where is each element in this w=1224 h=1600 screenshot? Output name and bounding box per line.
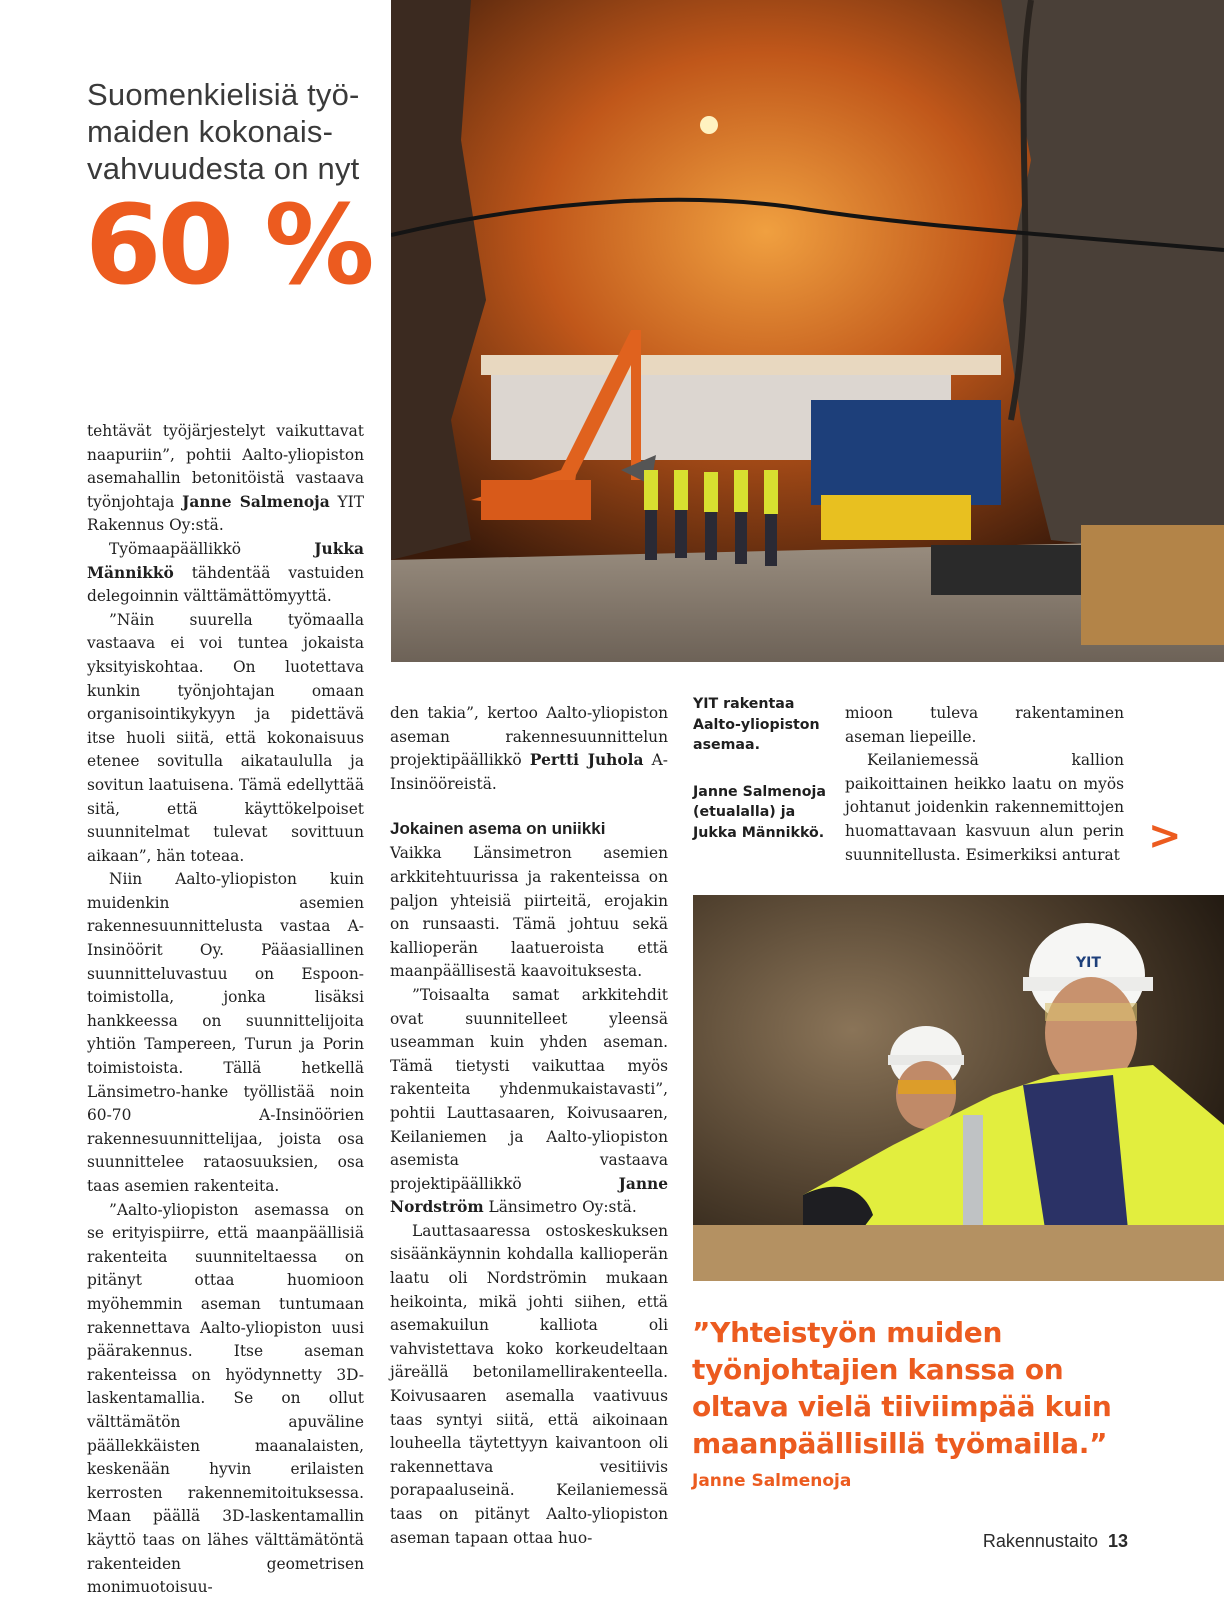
article-column-3 — [845, 702, 1124, 867]
big-stat: 60 % — [85, 181, 371, 309]
paragraph: den takia”, kertoo Aalto-yliopiston aseman rakennesuunnittelun projektipäällikkö Pertti Juhola A-Insinööreistä. — [390, 704, 668, 793]
paragraph: Lauttasaaressa ostoskeskuksen sisäänkäynnin kohdalla kallioperän laatu oli Nordströmin mukaan heikointa, mikä johti siihen, että asemakuilun kalliota oli vahvistettava koko korkeudeltaan järeällä betonilamellirakenteella. Koivusaaren asemalla vaativuus taas syntyi siitä, että aikoinaan louheella täytettyyn kaivantoon oli rakennettava vesitiivis porapaaluseinä. Keilaniemessä taas on pitänyt Aalto-yliopiston aseman tapaan ottaa huo- — [390, 1221, 668, 1547]
paragraph: mioon tuleva rakentaminen aseman liepeille. — [845, 704, 1124, 746]
photo-captions — [693, 694, 833, 869]
pull-quote-author: Janne Salmenoja — [692, 1471, 852, 1491]
person-name: Janne Nordström — [390, 1174, 668, 1217]
photo-caption: Janne Salmenoja (etualalla) ja Jukka Männikkö. — [693, 783, 826, 841]
paragraph: Niin Aalto-yliopiston kuin muidenkin asemien rakennesuunnittelusta vastaa A-Insinöörit Oy. Pääasiallinen suunnitteluvastuu on Espoon-toimistolla, jonka lisäksi hankkeessa on suunnittelijoita yhtiön Tampereen, Turun ja Porin toimistoista. Tällä hetkellä Länsimetro-hanke työllistää noin 60-70 A-Insinöörien rakennesuunnittelijaa, joista osa suunnittelee rataosuuksien, osa taas asemien rakenteita. — [87, 870, 364, 1195]
person-name: Jukka Männikkö — [87, 539, 364, 582]
magazine-name: Rakennustaito — [982, 1531, 1098, 1551]
paragraph: Työmaapäällikkö Jukka Männikkö tähdentää vastuiden delegoinnin välttämättömyyttä. — [87, 539, 364, 606]
paragraph: ”Toisaalta samat arkkitehdit ovat suunnitelleet yleensä useamman kuin yhden aseman. Tämä tietysti vaikuttaa myös rakenteita yhdenmukaistavasti”, pohtii Lauttasaaren, Koivusaaren, Keilaniemen ja Aalto-yliopiston asemista vastaava projektipäällikkö Janne Nordström Länsimetro Oy:stä. — [390, 985, 668, 1217]
lead-line: Suomenkielisiä työ- — [87, 77, 360, 112]
paragraph: ”Näin suurella työmaalla vastaava ei voi tuntea jokaista yksityiskohtaa. On luotettava kunkin työnjohtajan omaan organisointikykyyn ja pidettävä itse huoli siitä, että kokonaisuus etenee sovitulla aikataululla ja sovitun laatuisena. Tämä edellyttää sitä, että käyttökelpoiset suunnitelmat tulevat sovittuun aikaan”, hän toteaa. — [87, 610, 364, 865]
lead-line: vahvuudesta on nyt — [87, 151, 360, 186]
article-column-1 — [87, 420, 364, 1600]
svg-text:YIT: YIT — [1076, 955, 1101, 971]
pull-quote: ”Yhteistyön muiden työnjohtajien kanssa on oltava vielä tiiviimpää kuin maanpäällisillä työmailla.” — [692, 1316, 1112, 1460]
subheading: Jokainen asema on uniikki — [390, 819, 606, 839]
page-footer — [983, 1531, 1128, 1552]
paragraph: Vaikka Länsimetron asemien arkkitehtuurissa ja rakenteissa on paljon yhteisiä piirteitä, erojakin on runsaasti. Tämä johtuu sekä kallioperän laatueroista että maanpäällisestä kaavoituksesta. — [390, 844, 668, 981]
photo-caption: YIT rakentaa Aalto-yliopiston asemaa. — [693, 696, 820, 753]
article-column-2 — [390, 702, 668, 1550]
page-number: 13 — [1107, 1531, 1128, 1551]
lead-text — [87, 76, 377, 187]
paragraph: ”Aalto-yliopiston asemassa on se erityispiirre, että maanpäällisiä rakenteita suunniteltaessa on pitänyt ottaa huomioon myöhemmin aseman tuntumaan rakennettava Aalto-yliopiston uusi päärakennus. Itse aseman rakenteissa on hyödynnetty 3D-laskentamallia. Se on ollut välttämätön apuväline päällekkäisten maanalaisten, keskenään hyvin erilaisten kerrosten rakennemitoituksessa. Maan päällä 3D-laskentamallin käyttö taas on lähes välttämätöntä rakenteiden geometrisen monimuotoisuu- — [87, 1200, 364, 1597]
tunnel-construction-photo — [391, 0, 1224, 662]
workers-portrait-photo — [693, 895, 1224, 1281]
continue-arrow-icon: > — [1148, 813, 1182, 859]
paragraph: Keilaniemessä kallion paikoittainen heikko laatu on myös johtanut joidenkin rakennemittojen huomattavaan kasvuun alun perin suunnitellusta. Esimerkiksi anturat — [845, 751, 1124, 864]
paragraph: tehtävät työjärjestelyt vaikuttavat naapuriin”, pohtii Aalto-yliopiston asemahallin betonitöistä vastaava työnjohtaja Janne Salmenoja YIT Rakennus Oy:stä. — [87, 422, 364, 535]
lead-line: maiden kokonais- — [87, 114, 334, 149]
person-name: Pertti Juhola — [529, 751, 644, 770]
person-name: Janne Salmenoja — [182, 492, 330, 511]
